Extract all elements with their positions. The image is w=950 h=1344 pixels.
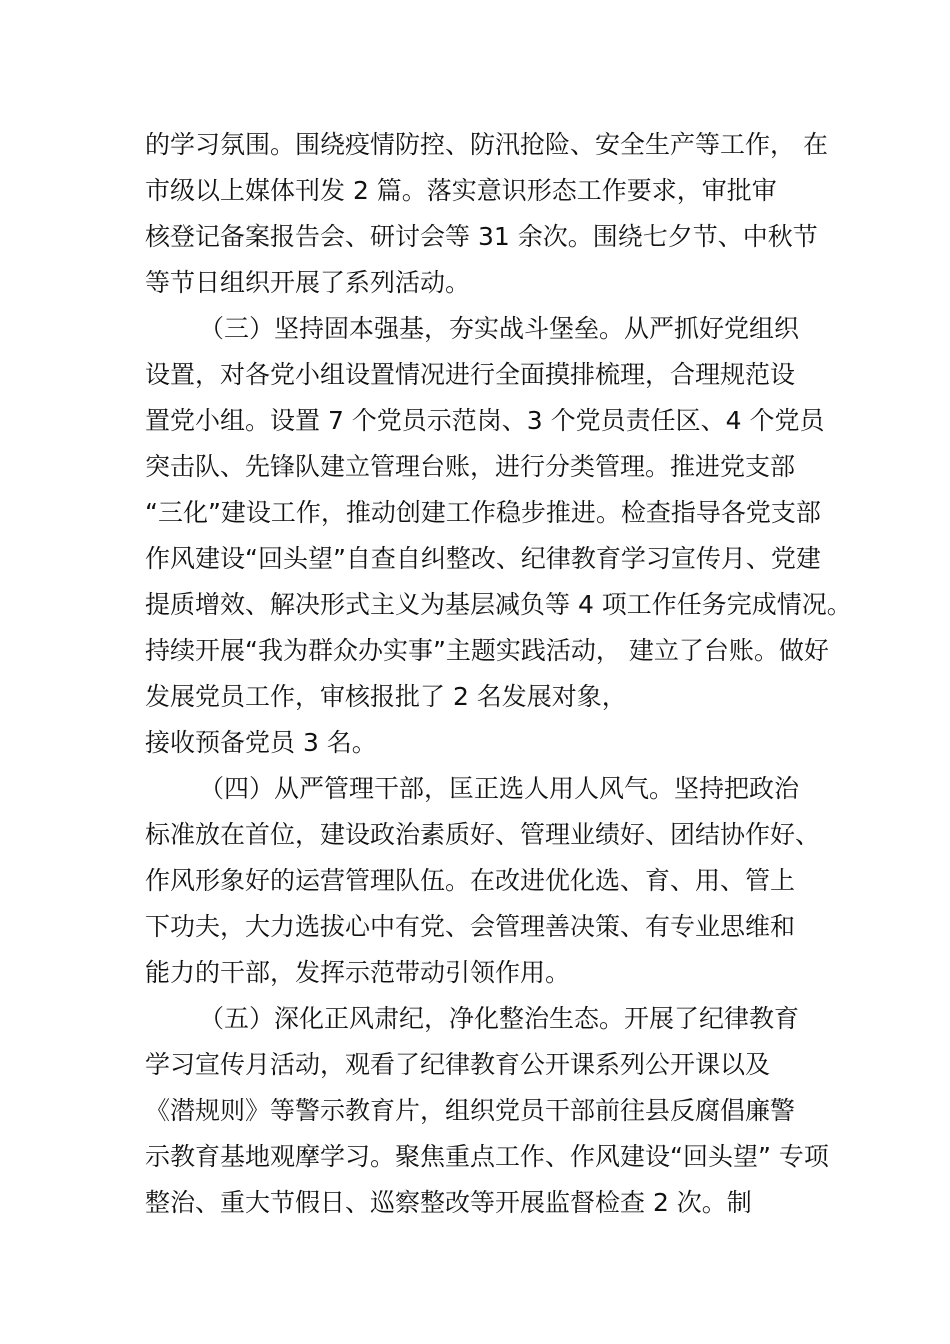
document-body bbox=[145, 122, 852, 1226]
body-line: 的学习氛围。围绕疫情防控、防汛抢险、安全生产等工作， 在 bbox=[145, 130, 828, 159]
body-line: 能力的干部，发挥示范带动引领作用。 bbox=[145, 958, 571, 987]
body-line: 作风建设“回头望”自查自纠整改、纪律教育学习宣传月、党建 bbox=[145, 544, 821, 573]
body-line: 整治、重大节假日、巡察整改等开展监督检查 2 次。制 bbox=[145, 1188, 752, 1217]
body-line: 设置，对各党小组设置情况进行全面摸排梳理，合理规范设 bbox=[145, 360, 796, 389]
body-line: 核登记备案报告会、研讨会等 31 余次。围绕七夕节、中秋节 bbox=[145, 222, 818, 251]
body-line: 市级以上媒体刊发 2 篇。落实意识形态工作要求，审批审 bbox=[145, 176, 777, 205]
body-line: 学习宣传月活动，观看了纪律教育公开课系列公开课以及 bbox=[145, 1050, 771, 1079]
body-line: 示教育基地观摩学习。聚焦重点工作、作风建设“回头望” 专项 bbox=[145, 1142, 829, 1171]
section-heading-line: （三）坚持固本强基，夯实战斗堡垒。从严抓好党组织 bbox=[199, 314, 800, 343]
body-line: 等节日组织开展了系列活动。 bbox=[145, 268, 471, 297]
body-line: “三化”建设工作，推动创建工作稳步推进。检查指导各党支部 bbox=[145, 498, 821, 527]
section-heading-line: （四）从严管理干部，匡正选人用人风气。坚持把政治 bbox=[199, 774, 800, 803]
body-line: 作风形象好的运营管理队伍。在改进优化选、育、用、管上 bbox=[145, 866, 796, 895]
body-line: 《潜规则》等警示教育片，组织党员干部前往县反腐倡廉警 bbox=[145, 1096, 796, 1125]
body-line: 标准放在首位，建设政治素质好、管理业绩好、团结协作好、 bbox=[145, 820, 821, 849]
body-line: 发展党员工作，审核报批了 2 名发展对象， bbox=[145, 682, 627, 711]
body-line: 突击队、先锋队建立管理台账，进行分类管理。推进党支部 bbox=[145, 452, 796, 481]
body-line: 下功夫，大力选拔心中有党、会管理善决策、有专业思维和 bbox=[145, 912, 796, 941]
body-line: 置党小组。设置 7 个党员示范岗、3 个党员责任区、4 个党员 bbox=[145, 406, 825, 435]
section-heading-line: （五）深化正风肃纪，净化整治生态。开展了纪律教育 bbox=[199, 1004, 800, 1033]
body-line: 接收预备党员 3 名。 bbox=[145, 728, 377, 757]
body-line: 持续开展“我为群众办实事”主题实践活动， 建立了台账。做好 bbox=[145, 636, 829, 665]
body-line: 提质增效、解决形式主义为基层减负等 4 项工作任务完成情况。 bbox=[145, 590, 852, 619]
